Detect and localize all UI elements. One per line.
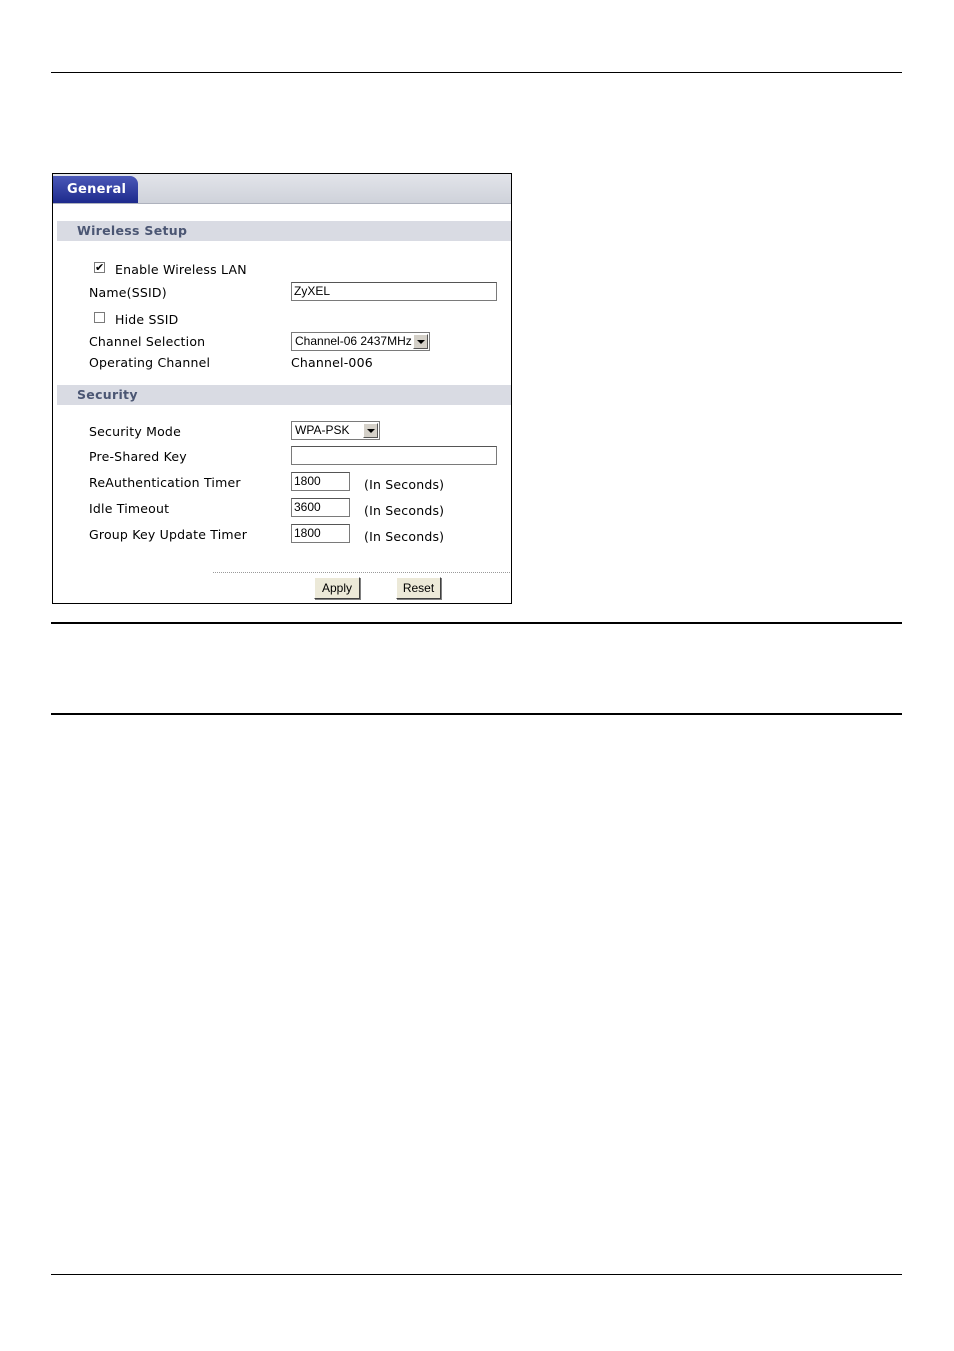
security-header: Security [57,385,512,405]
security-mode-value: WPA-PSK [295,423,350,437]
idle-timeout-label: Idle Timeout [89,501,170,516]
idle-timeout-unit: (In Seconds) [364,503,445,518]
chevron-down-icon[interactable] [413,334,428,349]
tab-general[interactable]: General [53,176,138,203]
reset-button[interactable]: Reset [396,577,441,599]
pre-shared-key-input[interactable] [291,446,497,465]
figure-rule-bottom [51,713,902,715]
operating-channel-value: Channel-006 [291,355,373,370]
pre-shared-key-label: Pre-Shared Key [89,449,187,464]
reauth-timer-unit: (In Seconds) [364,477,445,492]
group-key-timer-input[interactable]: 1800 [291,524,350,543]
channel-selection-label: Channel Selection [89,334,206,349]
reauth-timer-label: ReAuthentication Timer [89,475,241,490]
channel-selection-value: Channel-06 2437MHz [295,334,412,348]
hide-ssid-checkbox[interactable] [94,312,105,323]
group-key-timer-unit: (In Seconds) [364,529,445,544]
figure-rule-top [51,622,902,624]
apply-button[interactable]: Apply [314,577,360,599]
reauth-timer-input[interactable]: 1800 [291,472,350,491]
wireless-setup-header: Wireless Setup [57,221,512,241]
tab-bar [53,174,511,204]
security-mode-select[interactable] [291,421,380,440]
ssid-label: Name(SSID) [89,285,167,300]
idle-timeout-input[interactable]: 3600 [291,498,350,517]
channel-selection-select[interactable] [291,332,430,351]
button-divider [213,572,512,573]
chevron-down-icon[interactable] [363,423,378,438]
group-key-timer-label: Group Key Update Timer [89,527,248,542]
hide-ssid-label: Hide SSID [115,312,179,327]
footer-rule [51,1274,902,1275]
header-rule [51,72,902,73]
ssid-input[interactable]: ZyXEL [291,282,497,301]
security-mode-label: Security Mode [89,424,181,439]
wireless-general-panel [52,173,512,604]
enable-wireless-lan-checkbox[interactable]: ✔ [95,261,105,274]
operating-channel-label: Operating Channel [89,355,211,370]
enable-wireless-lan-label: Enable Wireless LAN [115,262,247,277]
